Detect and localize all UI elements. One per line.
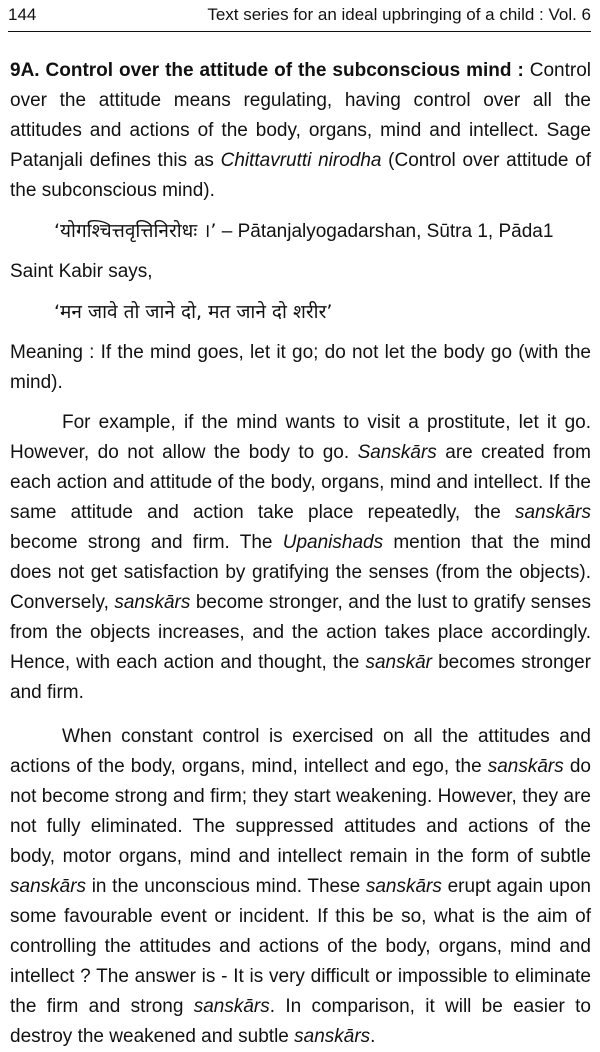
text-run: . (370, 1026, 376, 1047)
text-run: become strong and firm. The (10, 532, 283, 553)
text-run: erupt again upon some favourable event or incident. If this be so, what is the aim of controlling the attitudes and actions of the body, organs, mind and intellect ? The answer is - It is very difficult or impossible to eliminate the firm and strong (10, 876, 591, 1017)
italic-term: sanskārs (114, 592, 191, 613)
italic-term: Upanishads (282, 532, 384, 553)
italic-term: sanskārs (487, 756, 564, 777)
text-run: do not become strong and firm; they start weakening. However, they are not fully eliminated. The suppressed attitudes and actions of the body, motor organs, mind and intellect remain in the form of subtle (10, 756, 591, 867)
definition-term: Chittavrutti nirodha (220, 150, 382, 171)
italic-term: sanskār (365, 652, 432, 673)
italic-term: sanskārs (193, 996, 270, 1017)
series-title: Text series for an ideal upbringing of a child : Vol. 6 (207, 5, 591, 24)
kabir-quote-line (10, 297, 591, 328)
body-text (10, 56, 591, 1052)
definition-text-2: (Control over attitude of the subconscious mind). (10, 150, 591, 201)
section-paragraph (10, 56, 591, 206)
italic-term: sanskārs (365, 876, 442, 897)
kabir-intro: Saint Kabir says, (10, 261, 153, 282)
section-heading: 9A. Control over the attitude of the subconscious mind : (10, 60, 524, 81)
text-run: become stronger, and the lust to gratify senses from the objects increases, and the action takes place accordingly. Hence, with each action and thought, the (10, 592, 591, 673)
sanskrit-quote: ‘योगश्चित्तवृत्तिनिरोधः ।’ (54, 220, 217, 242)
definition-text-1: Control over the attitude means regulating, having control over all the attitudes and actions of the body, organs, mind and intellect. Sage Patanjali defines this as (10, 60, 591, 171)
text-run: are created from each action and attitude of the body, organs, mind and intellect. If the same attitude and action take place repeatedly, the (10, 442, 592, 523)
paragraph-control (10, 722, 591, 1052)
quote-source: – Pātanjalyogadarshan, Sūtra 1, Pāda1 (216, 221, 554, 242)
italic-term: Sanskārs (357, 442, 437, 463)
sanskrit-quote-line (10, 216, 591, 247)
italic-term: sanskārs (10, 876, 87, 897)
page-number: 144 (8, 5, 37, 24)
italic-term: sanskārs (294, 1026, 371, 1047)
text-run: For example, if the mind wants to visit a prostitute, let it go. However, do not allow the body to go. (10, 412, 591, 463)
paragraph-example (10, 408, 591, 708)
text-run: . In comparison, it will be easier to destroy the weakened and subtle (10, 996, 591, 1047)
text-run: in the unconscious mind. These (86, 876, 366, 897)
text-run: When constant control is exercised on all the attitudes and actions of the body, organs, mind, intellect and ego, the (10, 726, 591, 777)
kabir-quote: ‘मन जावे तो जाने दो, मत जाने दो शरीर’ (54, 301, 333, 323)
header-rule (8, 31, 591, 32)
text-run: mention that the mind does not get satisfaction by gratifying the senses (from the objects). Conversely, (10, 532, 591, 613)
meaning-paragraph: Meaning : If the mind goes, let it go; do not let the body go (with the mind). (10, 342, 591, 393)
text-run: becomes stronger and firm. (10, 652, 591, 703)
italic-term: sanskārs (514, 502, 591, 523)
running-header (8, 4, 591, 30)
